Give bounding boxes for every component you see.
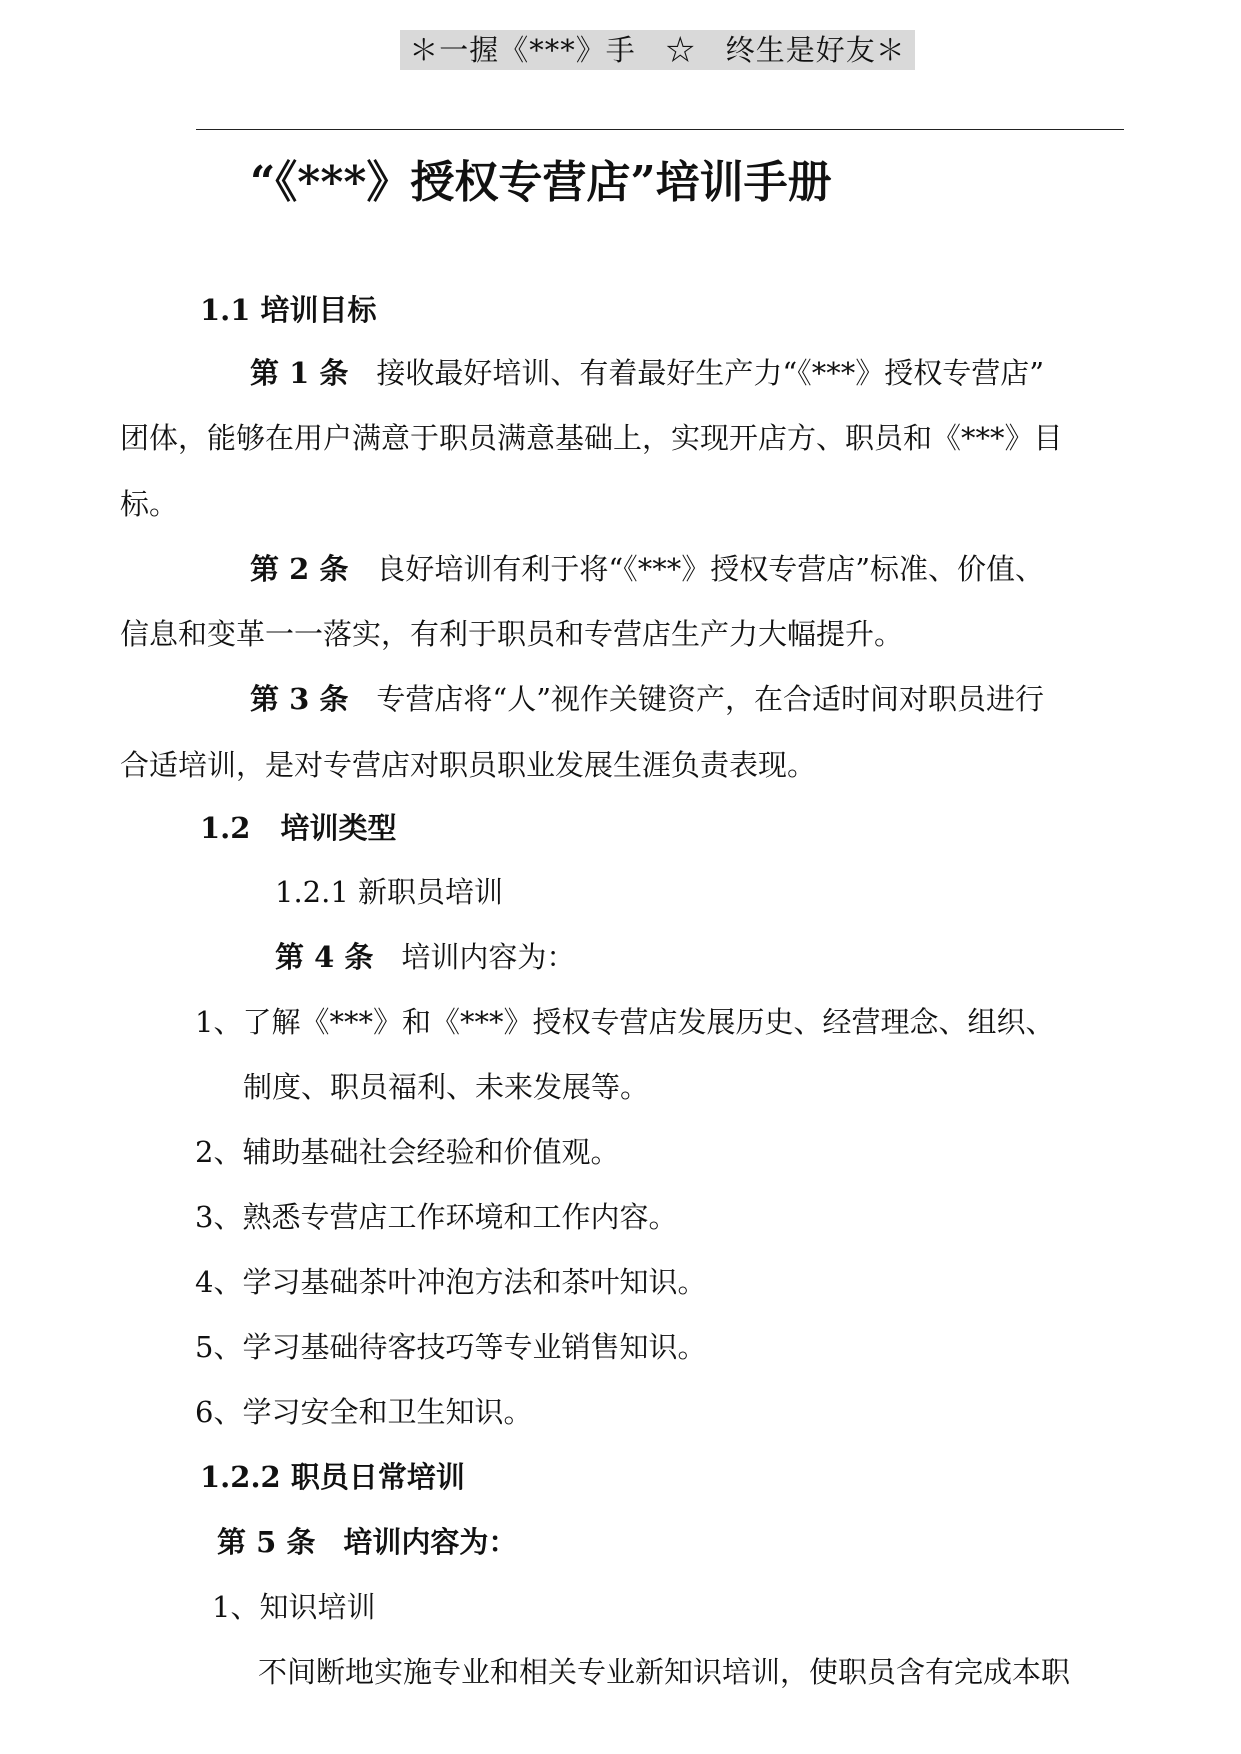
list-item: 2、辅助基础社会经验和价值观。 (195, 1135, 620, 1169)
list-item: 6、学习安全和卫生知识。 (195, 1395, 533, 1429)
list-item: 5、学习基础待客技巧等专业销售知识。 (195, 1330, 707, 1364)
article-1-line-2: 团体，能够在用户满意于职员满意基础上，实现开店方、职员和《***》目 (120, 421, 1063, 455)
section-1-2-2-heading: 1.2.2 职员日常培训 (200, 1460, 465, 1494)
article-2-line-2: 信息和变革一一落实，有利于职员和专营店生产力大幅提升。 (120, 617, 904, 651)
list-item-continuation: 制度、职员福利、未来发展等。 (243, 1070, 650, 1104)
article-1-text-1: 接收最好培训、有着最好生产力“《***》授权专营店” (376, 356, 1045, 390)
article-4-line (275, 937, 575, 977)
section-1-2-label: 培训类型 (280, 811, 397, 845)
list-item: 4、学习基础茶叶冲泡方法和茶叶知识。 (195, 1265, 707, 1299)
article-1-line-1 (250, 353, 1044, 393)
article-4-tag: 第 4 条 (275, 940, 374, 974)
list-item: 3、熟悉专营店工作环境和工作内容。 (195, 1200, 678, 1234)
article-5-text: 培训内容为： (343, 1525, 518, 1559)
header-rule (196, 129, 1124, 130)
article-1-line-3: 标。 (120, 487, 179, 521)
article-3-tag: 第 3 条 (250, 682, 349, 716)
article-2-text-1: 良好培训有利于将“《***》授权专营店”标准、价值、 (376, 552, 1045, 586)
section-1-2-1-heading: 1.2.1 新职员培训 (275, 875, 504, 909)
document-title: “《***》授权专营店”培训手册 (250, 157, 832, 208)
section-1-1-heading: 1.1 培训目标 (200, 293, 377, 327)
article-3-text-1: 专营店将“人”视作关键资产，在合适时间对职员进行 (376, 682, 1045, 716)
article-2-line-1 (250, 549, 1044, 589)
article-4-text: 培训内容为： (401, 940, 576, 974)
article-5-tag: 第 5 条 (217, 1525, 316, 1559)
section-1-2-number: 1.2 (200, 811, 251, 845)
page-header: ＊一握《***》手 ☆ 终生是好友＊ (400, 30, 915, 70)
article-3-line-2: 合适培训，是对专营店对职员职业发展生涯负责表现。 (120, 748, 817, 782)
section-1-2-heading (200, 808, 396, 848)
article-5-line (217, 1522, 517, 1562)
list-item: 1、知识培训 (212, 1590, 376, 1624)
paragraph-last: 不间断地实施专业和相关专业新知识培训，使职员含有完成本职 (258, 1655, 1071, 1689)
article-2-tag: 第 2 条 (250, 552, 349, 586)
article-3-line-1 (250, 679, 1044, 719)
article-1-tag: 第 1 条 (250, 356, 349, 390)
list-item: 1、了解《***》和《***》授权专营店发展历史、经营理念、组织、 (195, 1005, 1055, 1039)
